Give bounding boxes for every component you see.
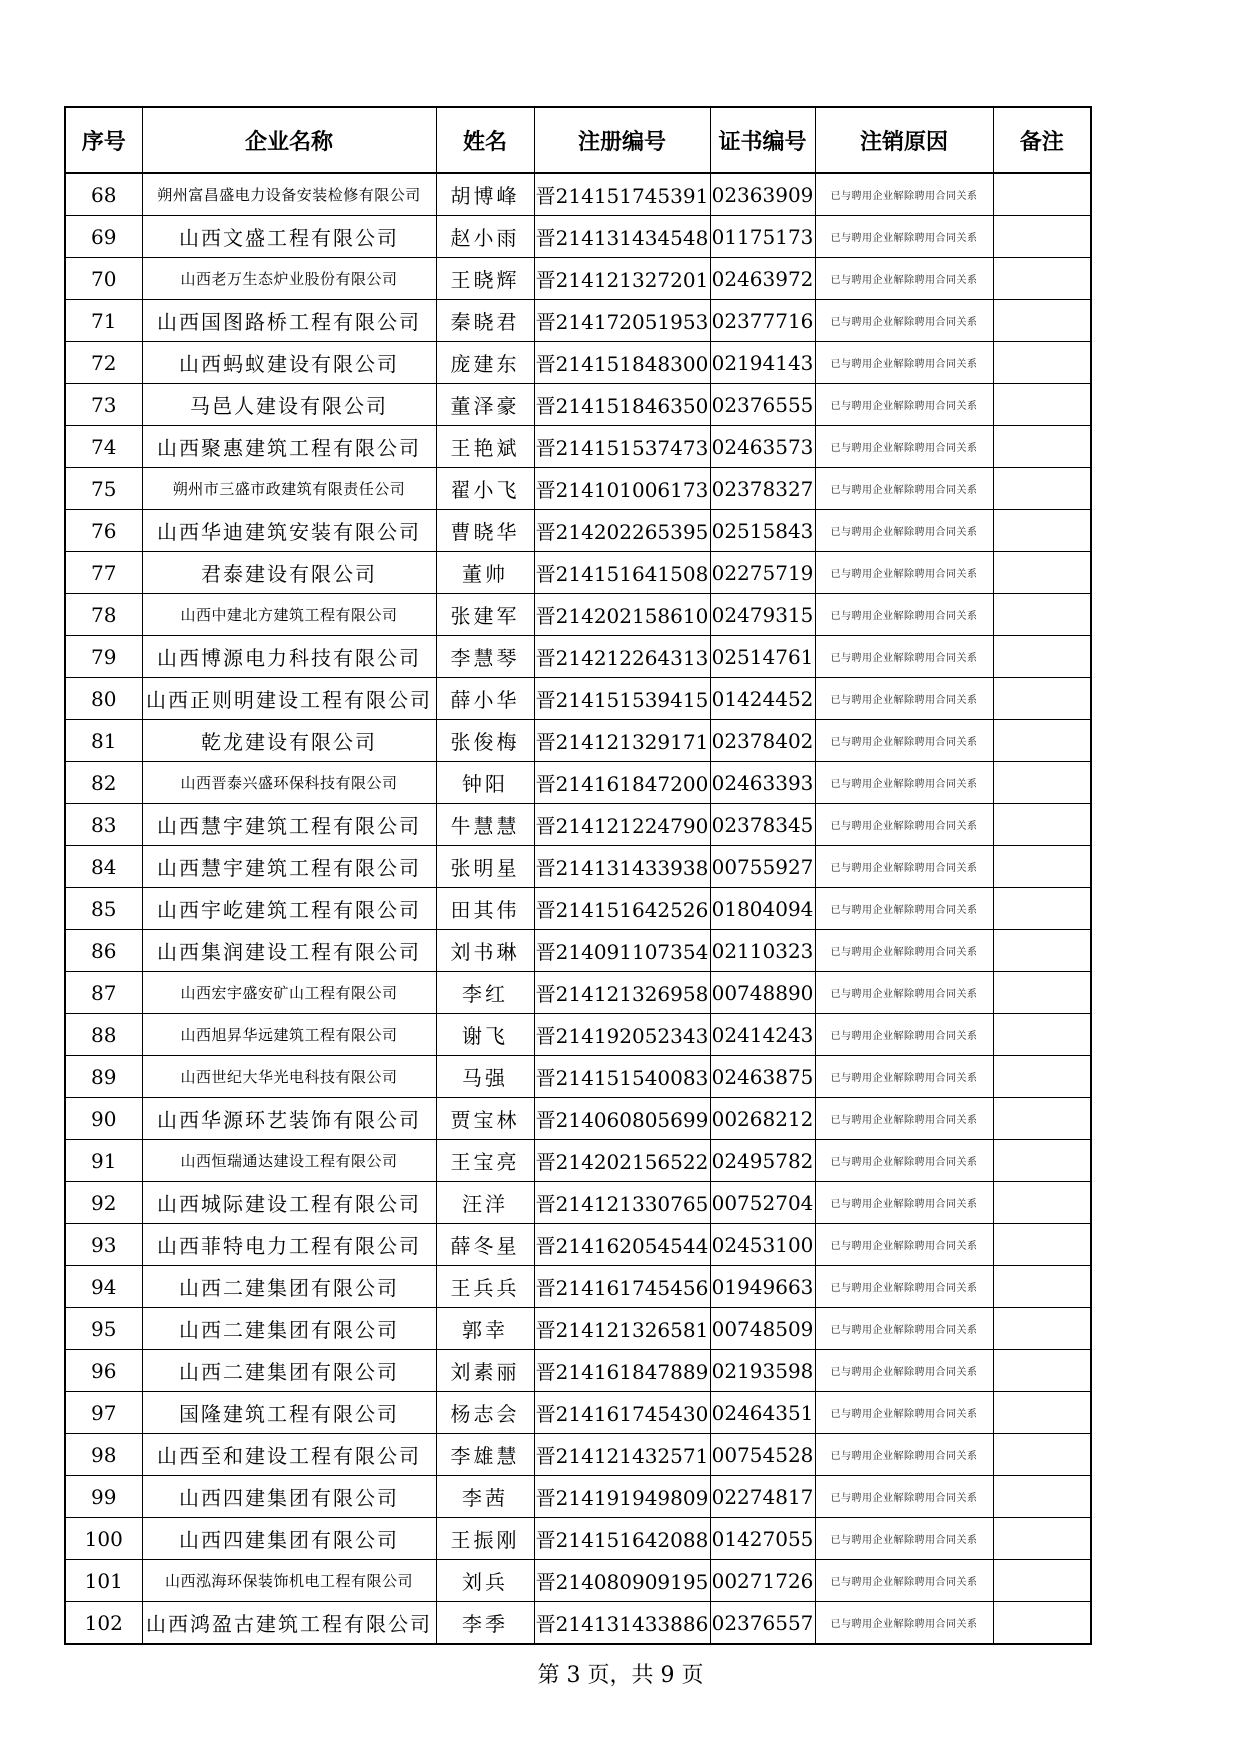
cell-serial-no: 101 — [65, 1560, 142, 1602]
cell-serial-no: 69 — [65, 216, 142, 258]
table-row — [65, 1392, 1091, 1434]
cell-company-name: 山西集润建设工程有限公司 — [142, 930, 436, 972]
cell-person-name: 田其伟 — [436, 888, 534, 930]
cell-registration-no: 晋214121326581 — [534, 1308, 710, 1350]
cell-company-name: 山西正则明建设工程有限公司 — [142, 678, 436, 720]
cell-serial-no: 74 — [65, 426, 142, 468]
deregistration-table — [64, 106, 1092, 1645]
cell-serial-no: 85 — [65, 888, 142, 930]
cell-certificate-no: 02377716 — [710, 300, 815, 342]
table-row — [65, 1056, 1091, 1098]
table-row — [65, 1098, 1091, 1140]
cell-remarks — [993, 342, 1091, 384]
cell-serial-no: 88 — [65, 1014, 142, 1056]
header-serial-no: 序号 — [65, 107, 142, 173]
cell-registration-no: 晋214060805699 — [534, 1098, 710, 1140]
cell-cancellation-reason: 已与聘用企业解除聘用合同关系 — [815, 1476, 993, 1518]
header-company-name: 企业名称 — [142, 107, 436, 173]
cell-company-name: 马邑人建设有限公司 — [142, 384, 436, 426]
cell-registration-no: 晋214121329171 — [534, 720, 710, 762]
table-row — [65, 1602, 1091, 1645]
cell-registration-no: 晋214162054544 — [534, 1224, 710, 1266]
cell-company-name: 山西华迪建筑安装有限公司 — [142, 510, 436, 552]
cell-person-name: 翟小飞 — [436, 468, 534, 510]
header-certificate-no: 证书编号 — [710, 107, 815, 173]
cell-person-name: 牛慧慧 — [436, 804, 534, 846]
cell-remarks — [993, 1350, 1091, 1392]
cell-company-name: 山西世纪大华光电科技有限公司 — [142, 1056, 436, 1098]
cell-certificate-no: 02515843 — [710, 510, 815, 552]
cell-remarks — [993, 720, 1091, 762]
cell-certificate-no: 02453100 — [710, 1224, 815, 1266]
cell-company-name: 山西慧宇建筑工程有限公司 — [142, 804, 436, 846]
cell-certificate-no: 00752704 — [710, 1182, 815, 1224]
cell-certificate-no: 02514761 — [710, 636, 815, 678]
cell-registration-no: 晋214192052343 — [534, 1014, 710, 1056]
cell-company-name: 山西宏宇盛安矿山工程有限公司 — [142, 972, 436, 1014]
cell-cancellation-reason: 已与聘用企业解除聘用合同关系 — [815, 1182, 993, 1224]
cell-remarks — [993, 1098, 1091, 1140]
cell-company-name: 山西聚惠建筑工程有限公司 — [142, 426, 436, 468]
cell-registration-no: 晋214080909195 — [534, 1560, 710, 1602]
cell-certificate-no: 01949663 — [710, 1266, 815, 1308]
cell-person-name: 李季 — [436, 1602, 534, 1645]
cell-remarks — [993, 216, 1091, 258]
cell-company-name: 山西四建集团有限公司 — [142, 1476, 436, 1518]
cell-company-name: 山西泓海环保装饰机电工程有限公司 — [142, 1560, 436, 1602]
cell-registration-no: 晋214121326958 — [534, 972, 710, 1014]
cell-serial-no: 91 — [65, 1140, 142, 1182]
table-row — [65, 1560, 1091, 1602]
cell-cancellation-reason: 已与聘用企业解除聘用合同关系 — [815, 930, 993, 972]
cell-serial-no: 95 — [65, 1308, 142, 1350]
cell-cancellation-reason: 已与聘用企业解除聘用合同关系 — [815, 846, 993, 888]
cell-remarks — [993, 594, 1091, 636]
cell-person-name: 李茜 — [436, 1476, 534, 1518]
cell-serial-no: 77 — [65, 552, 142, 594]
table-row — [65, 426, 1091, 468]
table-row — [65, 762, 1091, 804]
cell-serial-no: 81 — [65, 720, 142, 762]
cell-serial-no: 86 — [65, 930, 142, 972]
cell-certificate-no: 01424452 — [710, 678, 815, 720]
table-row — [65, 1518, 1091, 1560]
cell-person-name: 庞建东 — [436, 342, 534, 384]
cell-registration-no: 晋214161745430 — [534, 1392, 710, 1434]
cell-company-name: 山西国图路桥工程有限公司 — [142, 300, 436, 342]
cell-person-name: 董帅 — [436, 552, 534, 594]
cell-certificate-no: 02363909 — [710, 173, 815, 216]
cell-remarks — [993, 510, 1091, 552]
cell-person-name: 薛小华 — [436, 678, 534, 720]
header-person-name: 姓名 — [436, 107, 534, 173]
cell-registration-no: 晋214172051953 — [534, 300, 710, 342]
cell-cancellation-reason: 已与聘用企业解除聘用合同关系 — [815, 258, 993, 300]
table-row — [65, 342, 1091, 384]
cell-cancellation-reason: 已与聘用企业解除聘用合同关系 — [815, 636, 993, 678]
cell-certificate-no: 02275719 — [710, 552, 815, 594]
cell-certificate-no: 02463875 — [710, 1056, 815, 1098]
cell-cancellation-reason: 已与聘用企业解除聘用合同关系 — [815, 1308, 993, 1350]
cell-certificate-no: 02193598 — [710, 1350, 815, 1392]
cell-serial-no: 72 — [65, 342, 142, 384]
table-row — [65, 1266, 1091, 1308]
cell-remarks — [993, 1602, 1091, 1645]
cell-cancellation-reason: 已与聘用企业解除聘用合同关系 — [815, 678, 993, 720]
cell-serial-no: 73 — [65, 384, 142, 426]
cell-company-name: 朔州市三盛市政建筑有限责任公司 — [142, 468, 436, 510]
cell-company-name: 国隆建筑工程有限公司 — [142, 1392, 436, 1434]
cell-registration-no: 晋214202156522 — [534, 1140, 710, 1182]
cell-registration-no: 晋214101006173 — [534, 468, 710, 510]
cell-serial-no: 102 — [65, 1602, 142, 1645]
cell-person-name: 刘书琳 — [436, 930, 534, 972]
cell-person-name: 张建军 — [436, 594, 534, 636]
cell-registration-no: 晋214121432571 — [534, 1434, 710, 1476]
cell-cancellation-reason: 已与聘用企业解除聘用合同关系 — [815, 342, 993, 384]
table-row — [65, 804, 1091, 846]
table-row — [65, 552, 1091, 594]
cell-remarks — [993, 300, 1091, 342]
cell-registration-no: 晋214212264313 — [534, 636, 710, 678]
cell-company-name: 山西文盛工程有限公司 — [142, 216, 436, 258]
cell-cancellation-reason: 已与聘用企业解除聘用合同关系 — [815, 804, 993, 846]
cell-company-name: 山西博源电力科技有限公司 — [142, 636, 436, 678]
cell-registration-no: 晋214151537473 — [534, 426, 710, 468]
table-row — [65, 678, 1091, 720]
table-row — [65, 930, 1091, 972]
cell-cancellation-reason: 已与聘用企业解除聘用合同关系 — [815, 1434, 993, 1476]
cell-serial-no: 75 — [65, 468, 142, 510]
cell-certificate-no: 02414243 — [710, 1014, 815, 1056]
cell-registration-no: 晋214151745391 — [534, 173, 710, 216]
cell-certificate-no: 00748890 — [710, 972, 815, 1014]
table-row — [65, 468, 1091, 510]
table-row — [65, 1224, 1091, 1266]
cell-serial-no: 78 — [65, 594, 142, 636]
cell-serial-no: 96 — [65, 1350, 142, 1392]
cell-person-name: 赵小雨 — [436, 216, 534, 258]
cell-cancellation-reason: 已与聘用企业解除聘用合同关系 — [815, 594, 993, 636]
cell-certificate-no: 02495782 — [710, 1140, 815, 1182]
cell-serial-no: 79 — [65, 636, 142, 678]
cell-cancellation-reason: 已与聘用企业解除聘用合同关系 — [815, 1098, 993, 1140]
cell-certificate-no: 01175173 — [710, 216, 815, 258]
cell-remarks — [993, 804, 1091, 846]
table-row — [65, 846, 1091, 888]
cell-cancellation-reason: 已与聘用企业解除聘用合同关系 — [815, 762, 993, 804]
cell-registration-no: 晋214151642088 — [534, 1518, 710, 1560]
cell-cancellation-reason: 已与聘用企业解除聘用合同关系 — [815, 510, 993, 552]
cell-company-name: 山西菲特电力工程有限公司 — [142, 1224, 436, 1266]
cell-remarks — [993, 1476, 1091, 1518]
cell-person-name: 刘素丽 — [436, 1350, 534, 1392]
cell-serial-no: 99 — [65, 1476, 142, 1518]
cell-cancellation-reason: 已与聘用企业解除聘用合同关系 — [815, 888, 993, 930]
table-row — [65, 636, 1091, 678]
cell-certificate-no: 02376555 — [710, 384, 815, 426]
cell-person-name: 王振刚 — [436, 1518, 534, 1560]
cell-remarks — [993, 1014, 1091, 1056]
cell-person-name: 王晓辉 — [436, 258, 534, 300]
cell-remarks — [993, 468, 1091, 510]
cell-certificate-no: 00748509 — [710, 1308, 815, 1350]
cell-serial-no: 97 — [65, 1392, 142, 1434]
cell-serial-no: 89 — [65, 1056, 142, 1098]
cell-remarks — [993, 1308, 1091, 1350]
cell-remarks — [993, 1140, 1091, 1182]
cell-cancellation-reason: 已与聘用企业解除聘用合同关系 — [815, 426, 993, 468]
cell-cancellation-reason: 已与聘用企业解除聘用合同关系 — [815, 1224, 993, 1266]
table-row — [65, 1308, 1091, 1350]
cell-company-name: 山西鸿盈古建筑工程有限公司 — [142, 1602, 436, 1645]
cell-person-name: 胡博峰 — [436, 173, 534, 216]
cell-remarks — [993, 1266, 1091, 1308]
cell-cancellation-reason: 已与聘用企业解除聘用合同关系 — [815, 468, 993, 510]
cell-serial-no: 94 — [65, 1266, 142, 1308]
cell-serial-no: 83 — [65, 804, 142, 846]
table-row — [65, 300, 1091, 342]
cell-certificate-no: 00268212 — [710, 1098, 815, 1140]
cell-certificate-no: 02464351 — [710, 1392, 815, 1434]
cell-serial-no: 92 — [65, 1182, 142, 1224]
header-remarks: 备注 — [993, 107, 1091, 173]
cell-serial-no: 70 — [65, 258, 142, 300]
cell-serial-no: 93 — [65, 1224, 142, 1266]
cell-company-name: 山西宇屹建筑工程有限公司 — [142, 888, 436, 930]
cell-cancellation-reason: 已与聘用企业解除聘用合同关系 — [815, 1518, 993, 1560]
cell-remarks — [993, 1518, 1091, 1560]
cell-remarks — [993, 552, 1091, 594]
cell-company-name: 山西二建集团有限公司 — [142, 1308, 436, 1350]
cell-certificate-no: 01427055 — [710, 1518, 815, 1560]
cell-certificate-no: 02479315 — [710, 594, 815, 636]
cell-cancellation-reason: 已与聘用企业解除聘用合同关系 — [815, 972, 993, 1014]
cell-remarks — [993, 426, 1091, 468]
cell-person-name: 薛冬星 — [436, 1224, 534, 1266]
cell-remarks — [993, 846, 1091, 888]
table-row — [65, 972, 1091, 1014]
cell-remarks — [993, 1182, 1091, 1224]
cell-registration-no: 晋214131433938 — [534, 846, 710, 888]
cell-cancellation-reason: 已与聘用企业解除聘用合同关系 — [815, 1140, 993, 1182]
cell-remarks — [993, 972, 1091, 1014]
cell-cancellation-reason: 已与聘用企业解除聘用合同关系 — [815, 1602, 993, 1645]
cell-company-name: 乾龙建设有限公司 — [142, 720, 436, 762]
deregistration-table-sheet — [64, 106, 1092, 1645]
cell-person-name: 张明星 — [436, 846, 534, 888]
cell-company-name: 山西中建北方建筑工程有限公司 — [142, 594, 436, 636]
cell-company-name: 山西旭昇华远建筑工程有限公司 — [142, 1014, 436, 1056]
cell-cancellation-reason: 已与聘用企业解除聘用合同关系 — [815, 720, 993, 762]
cell-registration-no: 晋214091107354 — [534, 930, 710, 972]
cell-company-name: 山西华源环艺装饰有限公司 — [142, 1098, 436, 1140]
cell-registration-no: 晋214131433886 — [534, 1602, 710, 1645]
cell-cancellation-reason: 已与聘用企业解除聘用合同关系 — [815, 1014, 993, 1056]
cell-person-name: 汪洋 — [436, 1182, 534, 1224]
cell-certificate-no: 02378402 — [710, 720, 815, 762]
cell-certificate-no: 02376557 — [710, 1602, 815, 1645]
cell-certificate-no: 02463972 — [710, 258, 815, 300]
table-row — [65, 1434, 1091, 1476]
cell-registration-no: 晋214151539415 — [534, 678, 710, 720]
cell-serial-no: 98 — [65, 1434, 142, 1476]
cell-person-name: 郭幸 — [436, 1308, 534, 1350]
cell-registration-no: 晋214151540083 — [534, 1056, 710, 1098]
cell-certificate-no: 02463393 — [710, 762, 815, 804]
cell-serial-no: 80 — [65, 678, 142, 720]
table-body — [65, 173, 1091, 1644]
cell-registration-no: 晋214121330765 — [534, 1182, 710, 1224]
cell-certificate-no: 00755927 — [710, 846, 815, 888]
header-registration-no: 注册编号 — [534, 107, 710, 173]
cell-person-name: 杨志会 — [436, 1392, 534, 1434]
cell-cancellation-reason: 已与聘用企业解除聘用合同关系 — [815, 300, 993, 342]
cell-company-name: 朔州富昌盛电力设备安装检修有限公司 — [142, 173, 436, 216]
cell-certificate-no: 02194143 — [710, 342, 815, 384]
cell-serial-no: 76 — [65, 510, 142, 552]
cell-cancellation-reason: 已与聘用企业解除聘用合同关系 — [815, 552, 993, 594]
cell-cancellation-reason: 已与聘用企业解除聘用合同关系 — [815, 216, 993, 258]
cell-person-name: 曹晓华 — [436, 510, 534, 552]
cell-person-name: 马强 — [436, 1056, 534, 1098]
cell-remarks — [993, 1392, 1091, 1434]
cell-person-name: 钟阳 — [436, 762, 534, 804]
cell-cancellation-reason: 已与聘用企业解除聘用合同关系 — [815, 384, 993, 426]
cell-cancellation-reason: 已与聘用企业解除聘用合同关系 — [815, 1266, 993, 1308]
cell-certificate-no: 01804094 — [710, 888, 815, 930]
cell-person-name: 王兵兵 — [436, 1266, 534, 1308]
cell-company-name: 山西四建集团有限公司 — [142, 1518, 436, 1560]
cell-remarks — [993, 930, 1091, 972]
table-row — [65, 594, 1091, 636]
cell-person-name: 李雄慧 — [436, 1434, 534, 1476]
cell-remarks — [993, 1224, 1091, 1266]
table-row — [65, 1182, 1091, 1224]
cell-person-name: 张俊梅 — [436, 720, 534, 762]
cell-certificate-no: 02378327 — [710, 468, 815, 510]
cell-cancellation-reason: 已与聘用企业解除聘用合同关系 — [815, 1056, 993, 1098]
table-row — [65, 1140, 1091, 1182]
cell-registration-no: 晋214202265395 — [534, 510, 710, 552]
header-cancellation-reason: 注销原因 — [815, 107, 993, 173]
cell-remarks — [993, 1560, 1091, 1602]
cell-certificate-no: 02274817 — [710, 1476, 815, 1518]
table-row — [65, 720, 1091, 762]
cell-company-name: 山西二建集团有限公司 — [142, 1350, 436, 1392]
table-row — [65, 384, 1091, 426]
cell-remarks — [993, 888, 1091, 930]
cell-registration-no: 晋214151642526 — [534, 888, 710, 930]
cell-registration-no: 晋214121224790 — [534, 804, 710, 846]
table-row — [65, 510, 1091, 552]
cell-remarks — [993, 1056, 1091, 1098]
cell-person-name: 李红 — [436, 972, 534, 1014]
cell-registration-no: 晋214202158610 — [534, 594, 710, 636]
cell-certificate-no: 02110323 — [710, 930, 815, 972]
cell-registration-no: 晋214161847889 — [534, 1350, 710, 1392]
cell-company-name: 君泰建设有限公司 — [142, 552, 436, 594]
cell-registration-no: 晋214121327201 — [534, 258, 710, 300]
cell-remarks — [993, 678, 1091, 720]
cell-person-name: 李慧琴 — [436, 636, 534, 678]
cell-registration-no: 晋214161847200 — [534, 762, 710, 804]
cell-company-name: 山西蚂蚁建设有限公司 — [142, 342, 436, 384]
cell-serial-no: 90 — [65, 1098, 142, 1140]
cell-registration-no: 晋214131434548 — [534, 216, 710, 258]
cell-registration-no: 晋214151641508 — [534, 552, 710, 594]
table-row — [65, 1014, 1091, 1056]
cell-remarks — [993, 258, 1091, 300]
cell-serial-no: 68 — [65, 173, 142, 216]
cell-serial-no: 87 — [65, 972, 142, 1014]
cell-company-name: 山西至和建设工程有限公司 — [142, 1434, 436, 1476]
table-row — [65, 216, 1091, 258]
cell-cancellation-reason: 已与聘用企业解除聘用合同关系 — [815, 1350, 993, 1392]
cell-serial-no: 82 — [65, 762, 142, 804]
cell-certificate-no: 00754528 — [710, 1434, 815, 1476]
cell-remarks — [993, 384, 1091, 426]
cell-remarks — [993, 636, 1091, 678]
cell-person-name: 贾宝林 — [436, 1098, 534, 1140]
cell-registration-no: 晋214151846350 — [534, 384, 710, 426]
cell-registration-no: 晋214151848300 — [534, 342, 710, 384]
cell-remarks — [993, 1434, 1091, 1476]
cell-person-name: 秦晓君 — [436, 300, 534, 342]
table-row — [65, 1476, 1091, 1518]
cell-person-name: 董泽豪 — [436, 384, 534, 426]
cell-serial-no: 84 — [65, 846, 142, 888]
cell-certificate-no: 00271726 — [710, 1560, 815, 1602]
cell-certificate-no: 02378345 — [710, 804, 815, 846]
table-row — [65, 173, 1091, 216]
cell-registration-no: 晋214161745456 — [534, 1266, 710, 1308]
cell-cancellation-reason: 已与聘用企业解除聘用合同关系 — [815, 1560, 993, 1602]
cell-serial-no: 71 — [65, 300, 142, 342]
cell-registration-no: 晋214191949809 — [534, 1476, 710, 1518]
cell-remarks — [993, 173, 1091, 216]
table-row — [65, 258, 1091, 300]
page-number: 第 3 页，共 9 页 — [537, 1663, 704, 1688]
cell-cancellation-reason: 已与聘用企业解除聘用合同关系 — [815, 1392, 993, 1434]
cell-company-name: 山西恒瑞通达建设工程有限公司 — [142, 1140, 436, 1182]
table-row — [65, 1350, 1091, 1392]
cell-company-name: 山西城际建设工程有限公司 — [142, 1182, 436, 1224]
cell-company-name: 山西老万生态炉业股份有限公司 — [142, 258, 436, 300]
cell-company-name: 山西二建集团有限公司 — [142, 1266, 436, 1308]
cell-cancellation-reason: 已与聘用企业解除聘用合同关系 — [815, 173, 993, 216]
cell-company-name: 山西慧宇建筑工程有限公司 — [142, 846, 436, 888]
cell-certificate-no: 02463573 — [710, 426, 815, 468]
table-header-row — [65, 107, 1091, 173]
cell-person-name: 谢飞 — [436, 1014, 534, 1056]
table-row — [65, 888, 1091, 930]
cell-serial-no: 100 — [65, 1518, 142, 1560]
cell-person-name: 王艳斌 — [436, 426, 534, 468]
cell-person-name: 王宝亮 — [436, 1140, 534, 1182]
cell-person-name: 刘兵 — [436, 1560, 534, 1602]
cell-company-name: 山西晋泰兴盛环保科技有限公司 — [142, 762, 436, 804]
cell-remarks — [993, 762, 1091, 804]
